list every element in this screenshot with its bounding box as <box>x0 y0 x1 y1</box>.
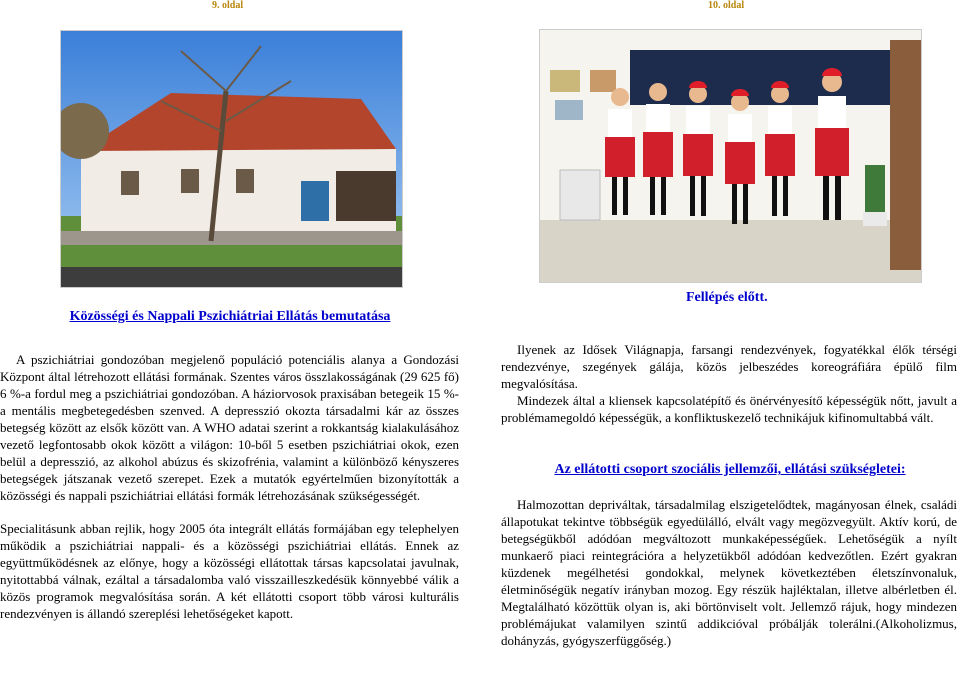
right-paragraph-2: Mindezek által a kliensek kapcsolatépítő és önérvényesítő képességük nőtt, javult a problémamegoldó képességük, a konfliktuskezelő technikájuk kifinomultabbá vált. <box>501 393 957 425</box>
left-column <box>0 351 459 622</box>
photo-caption: Fellépés előtt. <box>686 290 768 305</box>
left-paragraph-2: Specialitásunk abban rejlik, hogy 2005 óta integrált ellátás formájában egy telephelyen működik a pszichiátriai nappali- és a közösségi pszichiátriai ellátás. Ennek az együttműködésnek az előnye, hogy a közösségi ellátottak társas kapcsolatai javulnak, nyitottabbá válnak, ezáltal a társadalomba való visszailleszkedésük könnyebbé válik a közös programok megvalósítása során. A két ellátotti csoport több városi kulturális rendezvényen is állandó szereplési lehetőségeket kapott. <box>0 521 459 621</box>
right-paragraph-3: Halmozottan depriváltak, társadalmilag elszigetelődtek, magányosan élnek, családi állapotukat tekintve többségük egyedülálló, elvált vagy megözvegyült. Aktív korú, de betegségükből adódóan megváltozott munkaképességűek. Lehetőségük a nyílt munkaerő piaci reintegrációra a helyzetükből adódóan kedvezőtlen. Ezért gyakran küzdenek megélhetési gondokkal, melynek következtében életszínvonaluk, életminőségük negatív irányban mozog. Egy részük hajléktalan, illetve albérletben él. Megtalálható közöttük olyan is, aki börtönviselt volt. Jellemző rájuk, hogy mindezen problémájukat valamilyen szintű addikcióval próbálják tolerálni.(Alkoholizmus, dohányzás, gyógyszerfüggőség.) <box>501 497 957 648</box>
building-photo <box>60 30 403 288</box>
page-number-right: 10. oldal <box>708 0 745 11</box>
left-paragraph-1: A pszichiátriai gondozóban megjelenő populáció potenciális alanya a Gondozási Központ által létrehozott ellátási formának. Szentes város összlakosságának (29 625 fő) 6 %-a fordul meg a pszichiátriai gondozóban. A háziorvosok praxisában betegeik 15 %-a mentális megbetegedésben szenved. A depresszió okozta társadalmi kár az összes betegség között az elsők között van. A WHO adatai szerint a rokkantság kialakulásához vezető legfontosabb okok között a világon: 10-ből 5 esetben pszichiátriai okok, ezen belül a depresszió, az alkohol abúzus és skizofrénia, valamint a különböző kényszeres betegségek játszanak vezető szerepet. Ezek a mutatók egyértelműen bizonyították a közösségi és nappali pszichiátriai ellátási formák létrehozásának szükségességét. <box>0 352 459 503</box>
left-section-title: Közösségi és Nappali Pszichiátriai Ellátás bemutatása <box>69 309 391 324</box>
right-section-title: Az ellátotti csoport szociális jellemzői, ellátási szükségletei: <box>554 462 906 477</box>
performers-photo <box>539 29 922 283</box>
right-column-lower <box>501 496 957 649</box>
page-number-left: 9. oldal <box>212 0 244 11</box>
right-column <box>501 341 957 426</box>
right-paragraph-1: Ilyenek az Idősek Világnapja, farsangi rendezvények, fogyatékkal élők térségi rendezvénye, szegények gálája, közös jelbeszédes koreográfiára épülő film megvalósítása. <box>501 342 957 391</box>
